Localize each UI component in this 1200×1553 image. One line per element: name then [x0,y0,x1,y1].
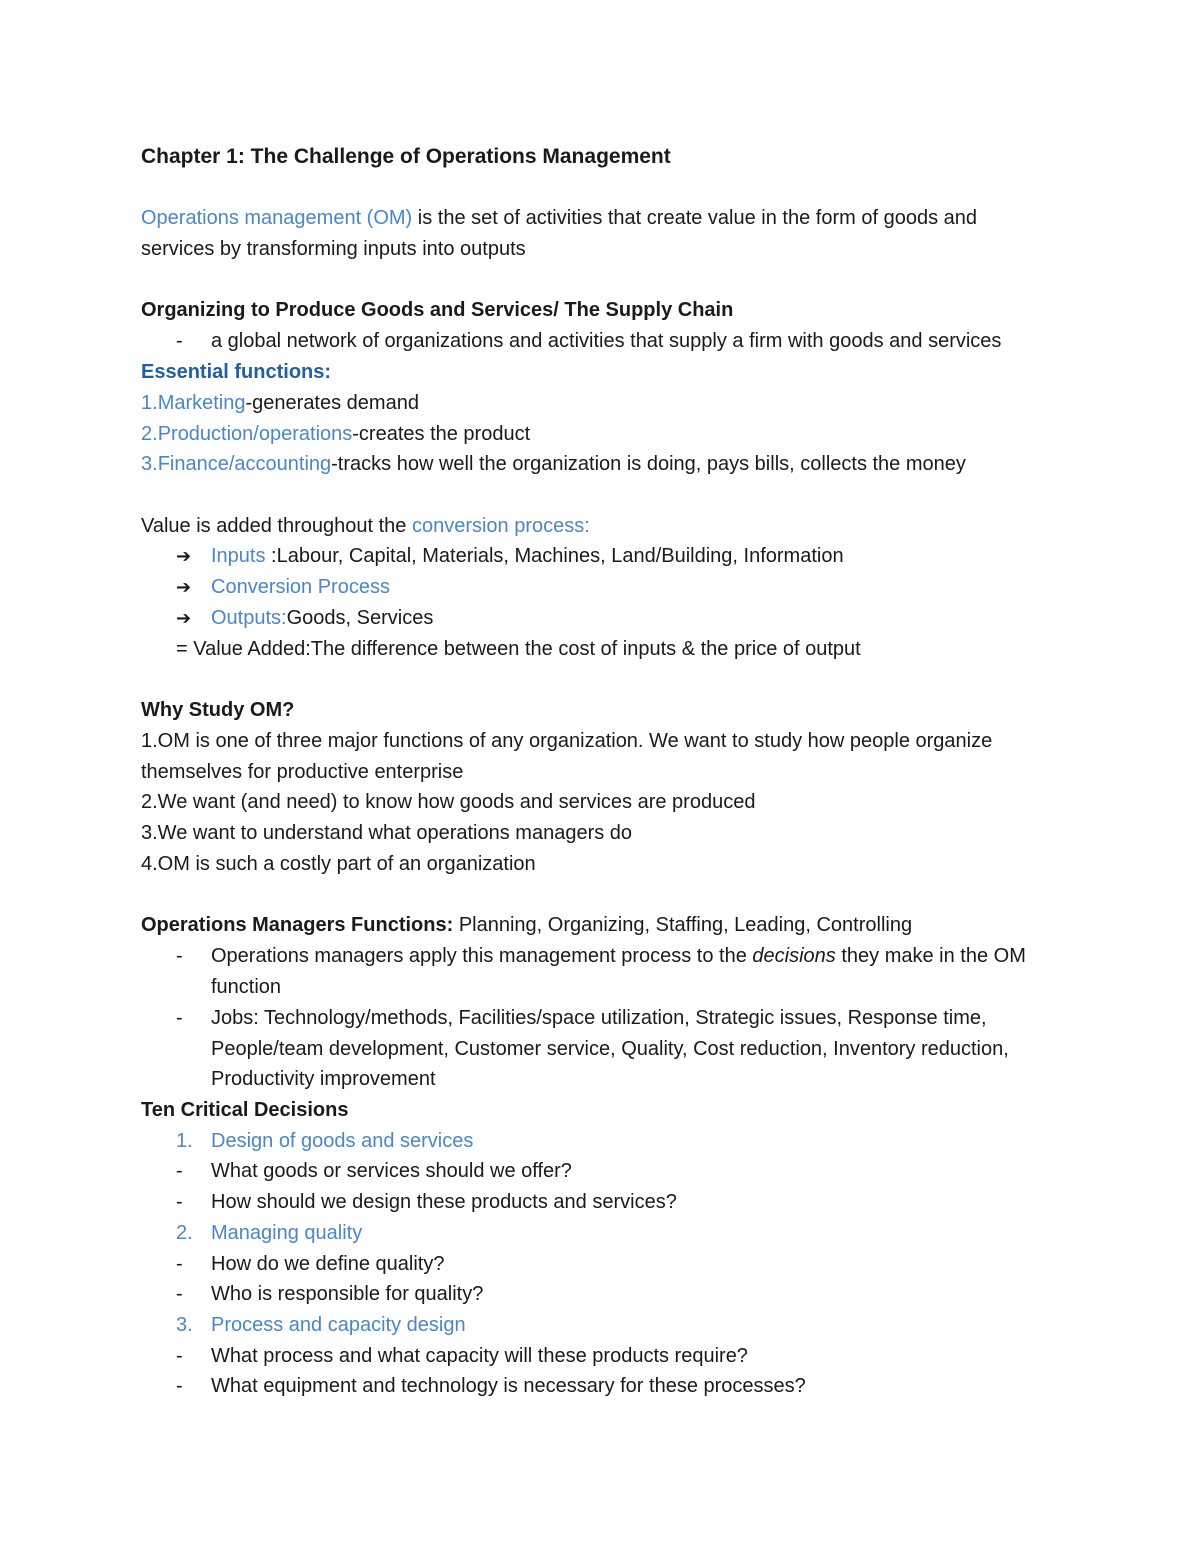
bullet-dash: - [176,1253,183,1275]
arrow-icon: ➔ [176,546,192,566]
conversion-text: :Labour, Capital, Materials, Machines, Land/Building, Information [271,545,844,567]
function-number: 1. [141,392,158,414]
bullet-dash: - [176,1191,183,1213]
conversion-item-outputs [211,603,433,633]
page-title: Chapter 1: The Challenge of Operations Management [141,145,671,168]
managers-bullet-2-cont: Productivity improvement [211,1068,436,1090]
bullet-dash: - [176,945,183,967]
conversion-label: Conversion Process [211,576,390,598]
value-added-line: = Value Added:The difference between the cost of inputs & the price of output [176,638,861,660]
emphasis-text: decisions [752,945,836,967]
decision-title: Design of goods and services [211,1130,474,1152]
decision-number: 2. [176,1222,193,1244]
function-item-marketing [141,388,419,418]
conversion-term: conversion process [411,515,585,537]
bullet-text: they make in the OM [835,945,1026,967]
managers-bullet-2-cont: People/team development, Customer service, Quality, Cost reduction, Inventory reduction, [211,1038,1009,1060]
decision-question: How do we define quality? [211,1253,445,1275]
function-name: Marketing [157,392,246,414]
definition-line-2: services by transforming inputs into outputs [141,238,526,260]
why-study-line: 3.We want to understand what operations managers do [141,822,633,844]
conversion-label: Outputs: [211,607,287,629]
decision-question: What process and what capacity will these products require? [211,1345,748,1367]
bullet-dash: - [176,1007,183,1029]
function-item-finance [141,449,966,479]
function-desc: -tracks how well the organization is doing, pays bills, collects the money [331,453,966,475]
essential-functions-heading: Essential functions: [141,361,332,383]
managers-functions-list: Planning, Organizing, Staffing, Leading, Controlling [453,914,913,936]
definition-term: Operations management (OM) [141,207,413,229]
why-study-line: 2.We want (and need) to know how goods and services are produced [141,791,756,813]
decision-number: 1. [176,1130,193,1152]
decision-number: 3. [176,1314,193,1336]
function-item-production [141,419,530,449]
managers-bullet-1-cont: function [211,976,282,998]
supply-chain-definition: a global network of organizations and activities that supply a firm with goods and services [211,330,1002,352]
managers-heading: Operations Managers Functions: [141,914,454,936]
function-name: Production/operations [157,423,353,445]
decision-question: What equipment and technology is necessary for these processes? [211,1375,806,1397]
function-name: Finance/accounting [157,453,332,475]
function-desc: -creates the product [352,423,531,445]
bullet-dash: - [176,1283,183,1305]
conversion-label: Inputs [211,545,272,567]
conversion-colon: : [584,515,590,537]
conversion-intro [141,511,590,541]
managers-functions-line [141,910,912,940]
function-desc: -generates demand [245,392,419,414]
bullet-dash: - [176,1345,183,1367]
bullet-dash: - [176,1160,183,1182]
bullet-dash: - [176,1375,183,1397]
why-study-line: themselves for productive enterprise [141,761,464,783]
function-number: 3. [141,453,158,475]
why-study-heading: Why Study OM? [141,699,295,721]
definition-text-1: is the set of activities that create value in the form of goods and [412,207,977,229]
decision-question: Who is responsible for quality? [211,1283,484,1305]
decision-question: How should we design these products and services? [211,1191,677,1213]
conversion-item-inputs [211,541,844,571]
function-number: 2. [141,423,158,445]
bullet-dash: - [176,330,183,352]
arrow-icon: ➔ [176,608,192,628]
why-study-line: 1.OM is one of three major functions of any organization. We want to study how people organize [141,730,993,752]
decisions-heading: Ten Critical Decisions [141,1099,349,1121]
managers-bullet-2: Jobs: Technology/methods, Facilities/space utilization, Strategic issues, Response time, [211,1007,987,1029]
why-study-line: 4.OM is such a costly part of an organization [141,853,536,875]
conversion-intro-text: Value is added throughout the [141,515,412,537]
decision-title: Process and capacity design [211,1314,466,1336]
supply-chain-heading: Organizing to Produce Goods and Services/ The Supply Chain [141,299,734,321]
decision-question: What goods or services should we offer? [211,1160,572,1182]
managers-bullet-1 [211,941,1026,971]
conversion-item-process [211,572,390,602]
arrow-icon: ➔ [176,577,192,597]
bullet-text: Operations managers apply this management process to the [211,945,753,967]
decision-title: Managing quality [211,1222,363,1244]
conversion-text: Goods, Services [286,607,434,629]
definition-line-1 [141,203,977,233]
